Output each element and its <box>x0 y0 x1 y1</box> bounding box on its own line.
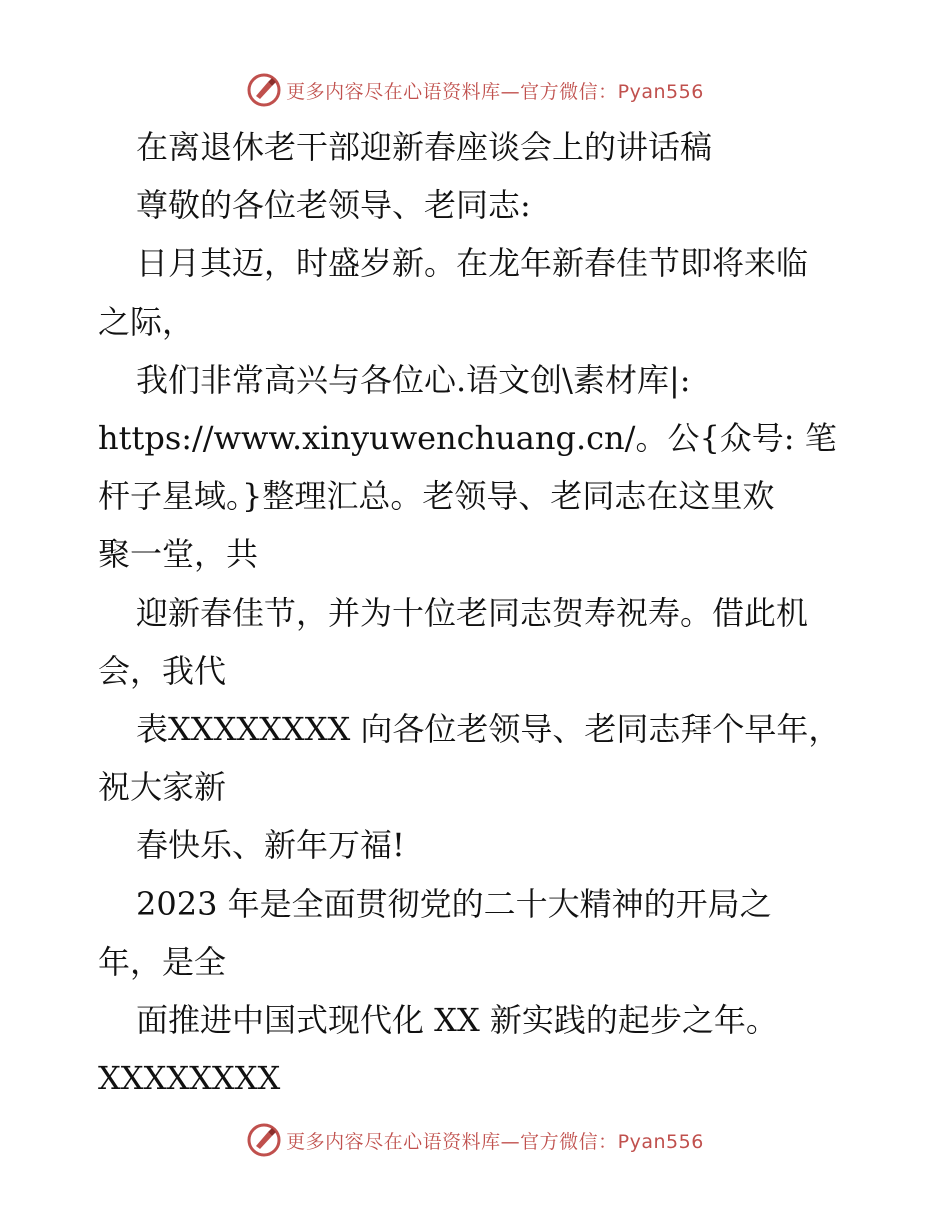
paragraph-line: 我们非常高兴与各位心.语文创\素材库|: <box>136 360 691 399</box>
pen-logo-icon <box>246 1122 282 1158</box>
paragraph-line: 杆子星域。}整理汇总。老领导、老同志在这里欢 <box>98 477 775 516</box>
paragraph-line: 之际， <box>98 302 195 341</box>
paragraph-line: 春快乐、新年万福! <box>136 826 405 865</box>
paragraph-line: 年，是全 <box>98 942 227 981</box>
paragraph-line: 面推进中国式现代化 XX 新实践的起步之年。 <box>136 1001 778 1040</box>
watermark-text: 更多内容尽在心语资料库—官方微信：Pyan556 <box>286 80 704 103</box>
paragraph-line: 表XXXXXXXX 向各位老领导、老同志拜个早年， <box>136 710 841 749</box>
paragraph-line: 祝大家新 <box>98 768 227 807</box>
document-body <box>98 118 858 1107</box>
paragraph-line: XXXXXXXX <box>98 1059 281 1098</box>
document-title: 在离退休老干部迎新春座谈会上的讲话稿 <box>136 128 713 166</box>
header-watermark-banner <box>0 70 950 110</box>
paragraph-line: 迎新春佳节，并为十位老同志贺寿祝寿。借此机 <box>136 593 809 632</box>
paragraph-line: 日月其迈，时盛岁新。在龙年新春佳节即将来临 <box>136 244 809 283</box>
paragraph-line: 2023 年是全面贯彻党的二十大精神的开局之 <box>136 884 772 923</box>
pen-logo-icon <box>246 72 282 108</box>
paragraph-line: https://www.xinyuwenchuang.cn/。公{众号: 笔 <box>98 419 837 458</box>
footer-watermark-banner <box>0 1120 950 1160</box>
paragraph-line: 会，我代 <box>98 651 227 690</box>
salutation: 尊敬的各位老领导、老同志: <box>136 186 531 225</box>
watermark-text: 更多内容尽在心语资料库—官方微信：Pyan556 <box>286 1130 704 1153</box>
paragraph-line: 聚一堂，共 <box>98 535 259 574</box>
